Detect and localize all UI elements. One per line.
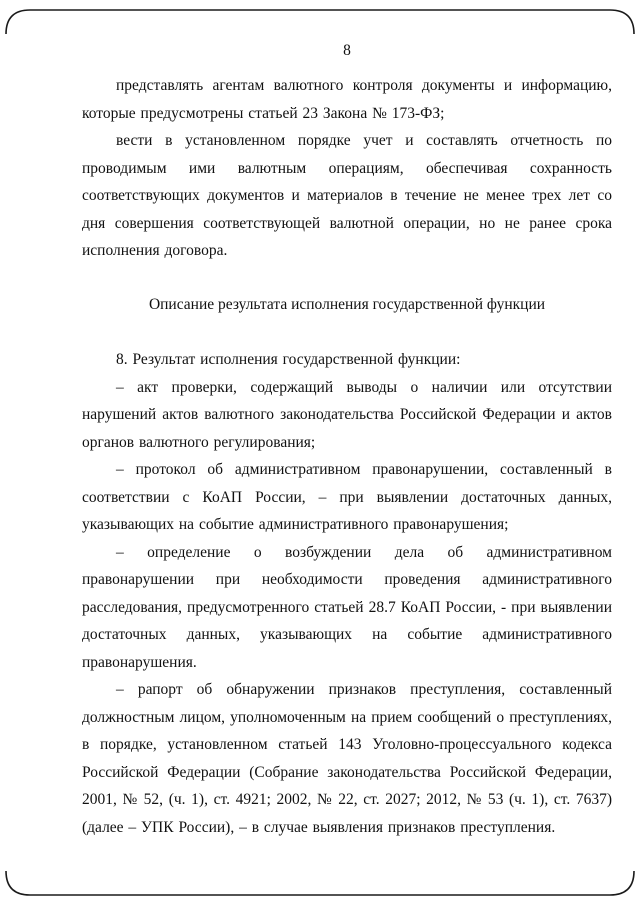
paragraph-determination: – определение о возбуждении дела об административном правонарушении при необходимости проведения административного расследования, предусмотренного статьей 28.7 КоАП России, - при выявлении достаточных данных, указывающих на событие административного правонарушения. bbox=[82, 543, 612, 671]
paragraph-report: – рапорт об обнаружении признаков преступления, составленный должностным лицом, уполномоченным на прием сообщений о преступлениях, в порядке, установленном статьей 143 Уголовно-процессуального кодекса Российской Федерации (Собрание законодательства Российской Федерации, 2001, № 52, (ч. 1), ст. 4921; 2002, № 22, ст. 2027; 2012, № 53 (ч. 1), ст. 7637) (далее – УПК России), – в случае выявления признаков преступления. bbox=[82, 681, 612, 836]
page-border-bottom bbox=[6, 871, 634, 895]
paragraph-protocol: – протокол об административном правонарушении, составленный в соответствии с КоАП России, – при выявлении достаточных данных, указывающих на событие административного правонарушения; bbox=[82, 461, 612, 533]
paragraph-result-intro: 8. Результат исполнения государственной функции: bbox=[116, 351, 461, 368]
page-number: 8 bbox=[343, 42, 351, 59]
paragraph-inspection-act: – акт проверки, содержащий выводы о наличии или отсутствии нарушений актов валютного законодательства Российской Федерации и актов органов валютного регулирования; bbox=[82, 378, 612, 451]
section-heading: Описание результата исполнения государственной функции bbox=[148, 295, 546, 313]
paragraph-submit-documents: представлять агентам валютного контроля документы и информацию, которые предусмотрены статьей 23 Закона № 173-ФЗ; bbox=[82, 77, 612, 122]
paragraph-keep-records: вести в установленном порядке учет и составлять отчетность по проводимым ими валютным операциям, обеспечивая сохранность соответствующих документов и материалов в течение не менее трех лет со дня совершения соответствующей валютной операции, но не ранее срока исполнения договора. bbox=[82, 132, 612, 259]
